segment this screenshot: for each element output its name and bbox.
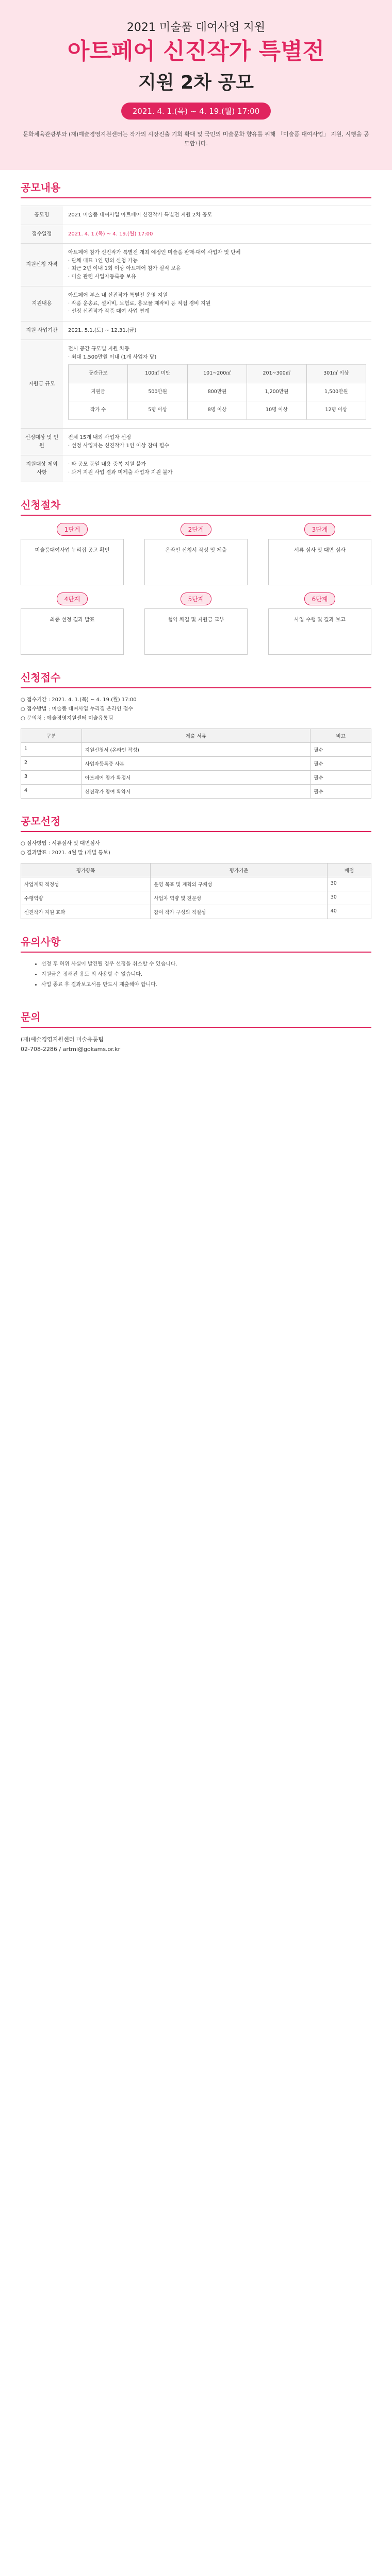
scale-cell: 1,500만원 — [306, 383, 366, 401]
docs-cell: 사업자등록증 사본 — [81, 757, 311, 771]
docs-header: 구분 — [21, 729, 82, 743]
criteria-cell: 사업자 역량 및 전문성 — [151, 891, 327, 905]
hero-date-badge: 2021. 4. 1.(목) ~ 4. 19.(월) 17:00 — [121, 103, 271, 120]
step-badge: 1단계 — [57, 523, 88, 536]
step-badge: 6단계 — [304, 592, 336, 605]
criteria-cell: 운영 목표 및 계획의 구체성 — [151, 877, 327, 891]
criteria-cell: 30 — [327, 877, 371, 891]
selection-line: ○ 심사방법 : 서류심사 및 대면심사 — [21, 841, 100, 847]
step-text: 미술품대여사업 누리집 공고 확인 — [21, 539, 124, 585]
docs-cell: 필수 — [311, 743, 371, 757]
list-item: • 지원금은 정해진 용도 외 사용할 수 없습니다. — [41, 970, 371, 979]
criteria-table — [21, 863, 371, 919]
row-text: 2021. 4. 1.(목) ~ 4. 19.(월) 17:00 — [63, 225, 371, 244]
docs-cell: 필수 — [311, 771, 371, 785]
row-text: · 타 공모 동일 내용 중복 지원 불가 · 과거 지원 사업 결과 미제출 사업자 지원 불가 — [63, 455, 371, 482]
criteria-cell: 사업계획 적정성 — [21, 877, 151, 891]
table-row — [21, 757, 371, 771]
step-text: 서류 심사 및 대면 심사 — [268, 539, 371, 585]
row-label: 지원 사업기간 — [21, 321, 63, 340]
docs-cell: 아트페어 참가 확정서 — [81, 771, 311, 785]
step-badge: 5단계 — [181, 592, 212, 605]
process-step — [21, 592, 124, 655]
docs-cell: 4 — [21, 785, 82, 799]
table-row — [21, 785, 371, 799]
row-label: 선정대상 및 인원 — [21, 429, 63, 455]
table-row — [21, 429, 371, 455]
criteria-cell: 40 — [327, 905, 371, 919]
row-text: 전시 공간 규모별 지원 차등 · 최대 1,500만원 이내 (1개 사업자 당) — [68, 346, 157, 360]
docs-cell: 필수 — [311, 785, 371, 799]
hero-title-secondary: 지원 2차 공모 — [138, 72, 254, 93]
table-row — [21, 743, 371, 757]
selection-lines — [21, 839, 371, 858]
section-notes — [0, 924, 392, 999]
selection-line: ○ 결과발표 : 2021. 4월 말 (개별 통보) — [21, 850, 110, 856]
process-step — [268, 592, 371, 655]
contact-line: (재)예술경영지원센터 미술유통팀 — [21, 1036, 104, 1043]
contact-info — [21, 1035, 371, 1054]
criteria-cell: 신진작가 지원 효과 — [21, 905, 151, 919]
list-item: • 선정 후 허위 사실이 발견될 경우 선정을 취소할 수 있습니다. — [41, 960, 371, 969]
schedule-line: ○ 접수기간 : 2021. 4. 1.(목) ~ 4. 19.(월) 17:00 — [21, 697, 137, 703]
scale-cell: 1,200만원 — [247, 383, 306, 401]
docs-header: 제출 서류 — [81, 729, 311, 743]
scale-header: 201~300㎡ — [247, 365, 306, 383]
scale-cell: 5명 이상 — [128, 401, 187, 420]
contact-line: 02-708-2286 / artmi@gokams.or.kr — [21, 1045, 121, 1053]
table-row — [21, 891, 371, 905]
table-row — [21, 206, 371, 225]
section-title: 신청접수 — [21, 669, 371, 688]
row-label: 지원내용 — [21, 286, 63, 321]
row-text: 아트페어 참가 신진작가 특별전 개최 예정인 미술품 판매·대여 사업자 및 단체 · 단체 대표 1인 명의 신청 가능 · 최근 2년 이내 1회 이상 아트페어 참가 실적 보유 · 미술 관련 사업자등록증 보유 — [63, 244, 371, 286]
info-table — [21, 206, 371, 482]
docs-cell: 지원신청서 (온라인 작성) — [81, 743, 311, 757]
step-badge: 4단계 — [57, 592, 88, 605]
list-item: • 사업 종료 후 결과보고서를 반드시 제출해야 합니다. — [41, 980, 371, 989]
process-steps — [21, 523, 371, 655]
section-title: 신청절차 — [21, 497, 371, 516]
row-label: 지원금 규모 — [21, 340, 63, 429]
table-row — [21, 225, 371, 244]
criteria-header: 평가항목 — [21, 863, 151, 877]
scale-cell: 지원금 — [69, 383, 128, 401]
row-text: 전체 15개 내외 사업자 선정 · 선정 사업자는 신진작가 1인 이상 참여 필수 — [63, 429, 371, 455]
scale-header: 301㎡ 이상 — [306, 365, 366, 383]
scale-cell: 10명 이상 — [247, 401, 306, 420]
docs-cell: 신진작가 참여 확약서 — [81, 785, 311, 799]
row-cell — [63, 340, 371, 429]
row-text: 아트페어 부스 내 신진작가 특별전 운영 지원 · 작품 운송료, 설치비, 보험료, 홍보물 제작비 등 직접 경비 지원 · 선정 신진작가 작품 대여 사업 연계 — [63, 286, 371, 321]
schedule-line: ○ 접수방법 : 미술품 대여사업 누리집 온라인 접수 — [21, 706, 133, 713]
row-label: 접수일정 — [21, 225, 63, 244]
docs-cell: 3 — [21, 771, 82, 785]
docs-cell: 2 — [21, 757, 82, 771]
section-selection — [0, 804, 392, 924]
row-label: 공모명 — [21, 206, 63, 225]
docs-cell: 필수 — [311, 757, 371, 771]
criteria-header: 배점 — [327, 863, 371, 877]
schedule-line: ○ 문의처 : 예술경영지원센터 미술유통팀 — [21, 716, 113, 722]
row-label: 지원대상 제외사항 — [21, 455, 63, 482]
criteria-cell: 참여 작가 구성의 적절성 — [151, 905, 327, 919]
table-row — [21, 321, 371, 340]
scale-cell: 8명 이상 — [187, 401, 247, 420]
scale-table — [68, 364, 366, 420]
row-label: 지원신청 자격 — [21, 244, 63, 286]
table-row — [21, 905, 371, 919]
table-row — [21, 455, 371, 482]
table-row — [21, 244, 371, 286]
section-process — [0, 487, 392, 660]
section-title: 공모선정 — [21, 813, 371, 832]
step-badge: 2단계 — [181, 523, 212, 536]
scale-cell: 800만원 — [187, 383, 247, 401]
process-step — [268, 523, 371, 585]
scale-cell: 12명 이상 — [306, 401, 366, 420]
section-title: 문의 — [21, 1009, 371, 1028]
docs-cell: 1 — [21, 743, 82, 757]
row-text: 2021. 5.1.(토) ~ 12.31.(금) — [63, 321, 371, 340]
schedule-lines — [21, 696, 371, 723]
table-row — [21, 877, 371, 891]
scale-cell: 500만원 — [128, 383, 187, 401]
process-step — [144, 523, 248, 585]
hero-banner — [0, 0, 392, 170]
section-contact — [0, 999, 392, 1075]
criteria-cell: 30 — [327, 891, 371, 905]
scale-header: 공간규모 — [69, 365, 128, 383]
step-badge: 3단계 — [304, 523, 336, 536]
section-title: 유의사항 — [21, 934, 371, 953]
step-text: 협약 체결 및 지원금 교부 — [144, 608, 248, 655]
hero-title: 아트페어 신진작가 특별전 — [67, 38, 325, 64]
notes-list — [21, 960, 371, 989]
row-text: 2021 미술품 대여사업 아트페어 신진작가 특별전 지원 2차 공모 — [63, 206, 371, 225]
criteria-cell: 수행역량 — [21, 891, 151, 905]
step-text: 사업 수행 및 결과 보고 — [268, 608, 371, 655]
process-step — [21, 523, 124, 585]
step-text: 온라인 신청서 작성 및 제출 — [144, 539, 248, 585]
section-title: 공모내용 — [21, 179, 371, 198]
hero-intro: 문화체육관광부와 (재)예술경영지원센터는 작가의 시장진출 기회 확대 및 국민의 미술문화 향유를 위해 「미술품 대여사업」 지원, 시행을 공모합니다. — [23, 130, 369, 147]
criteria-header: 평가기준 — [151, 863, 327, 877]
hero-subtitle: 2021 미술품 대여사업 지원 — [126, 21, 266, 34]
scale-header: 101~200㎡ — [187, 365, 247, 383]
docs-table — [21, 728, 371, 799]
scale-cell: 작가 수 — [69, 401, 128, 420]
section-application — [0, 660, 392, 804]
scale-header: 100㎡ 미만 — [128, 365, 187, 383]
section-overview — [0, 170, 392, 487]
process-step — [144, 592, 248, 655]
docs-header: 비고 — [311, 729, 371, 743]
table-row — [21, 340, 371, 429]
table-row — [21, 286, 371, 321]
table-row — [21, 771, 371, 785]
step-text: 최종 선정 결과 발표 — [21, 608, 124, 655]
